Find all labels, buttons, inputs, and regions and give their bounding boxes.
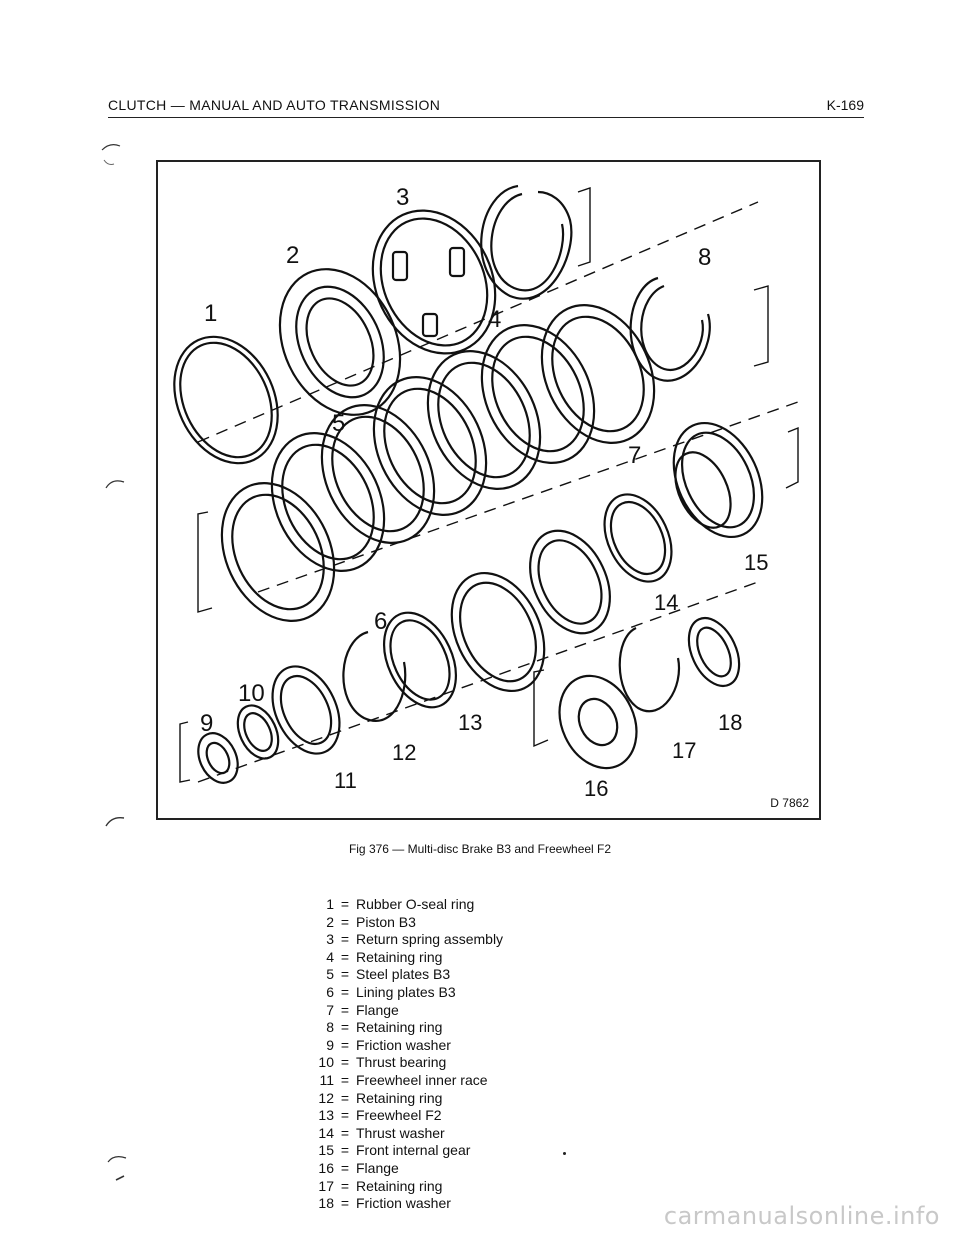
figure-code: D 7862 — [770, 796, 809, 810]
callout-18: 18 — [718, 710, 743, 735]
freewheel-group-drawing — [259, 518, 625, 765]
section-title: CLUTCH — MANUAL AND AUTO TRANSMISSION — [108, 97, 441, 113]
parts-legend — [298, 896, 503, 1213]
legend-item: 12 = Retaining ring — [318, 1089, 443, 1106]
callout-6: 6 — [374, 608, 388, 635]
retaining-ring-8-drawing — [631, 278, 710, 381]
watermark-link[interactable]: carmanualsonline.info — [663, 1202, 940, 1230]
stray-dot — [563, 1152, 566, 1155]
flange-ring-washer-drawing — [545, 610, 749, 781]
callout-4: 4 — [488, 306, 502, 333]
callout-14: 14 — [654, 590, 679, 615]
margin-mark-top — [100, 140, 124, 170]
margin-mark-bottom — [106, 1150, 130, 1186]
legend-item: 13 = Freewheel F2 — [318, 1107, 442, 1124]
callout-16: 16 — [584, 776, 609, 801]
callout-11: 11 — [334, 768, 357, 793]
o-seal-ring-drawing — [158, 320, 297, 480]
legend-item: 6 = Lining plates B3 — [326, 983, 456, 1000]
legend-item: 16 = Flange — [318, 1159, 399, 1176]
axis-lines — [198, 202, 798, 782]
legend-item: 15 = Front internal gear — [318, 1142, 471, 1159]
callout-12: 12 — [392, 740, 417, 765]
legend-item: 7 = Flange — [326, 1001, 399, 1018]
legend-item: 4 = Retaining ring — [326, 948, 443, 965]
legend-item: 11 = Freewheel inner race — [319, 1071, 488, 1088]
legend-item: 2 = Piston B3 — [326, 913, 416, 930]
page-header — [108, 95, 864, 118]
callout-7: 7 — [628, 442, 642, 469]
callout-17: 17 — [672, 738, 697, 763]
exploded-view-figure — [156, 160, 821, 820]
callout-10: 10 — [238, 680, 265, 707]
callout-3: 3 — [396, 184, 410, 211]
callout-2: 2 — [286, 242, 300, 269]
callout-8: 8 — [698, 244, 712, 271]
callout-15: 15 — [744, 550, 769, 575]
callout-5: 5 — [332, 410, 346, 437]
figure-caption: Fig 376 — Multi-disc Brake B3 and Freewheel F2 — [348, 842, 612, 856]
legend-item: 14 = Thrust washer — [318, 1124, 445, 1141]
margin-mark-mid — [104, 474, 128, 494]
callout-13: 13 — [458, 710, 483, 735]
piston-drawing — [257, 249, 423, 434]
legend-item: 3 = Return spring assembly — [326, 931, 504, 948]
legend-item: 5 = Steel plates B3 — [326, 966, 451, 983]
legend-item: 8 = Retaining ring — [326, 1019, 443, 1036]
page-number: K-169 — [826, 97, 864, 113]
legend-item: 17 = Retaining ring — [318, 1177, 443, 1194]
callout-9: 9 — [200, 710, 214, 737]
callout-1: 1 — [204, 300, 218, 327]
legend-item: 9 = Friction washer — [326, 1036, 451, 1053]
margin-mark-low — [104, 812, 128, 832]
legend-item: 10 = Thrust bearing — [318, 1054, 447, 1071]
legend-item: 1 = Rubber O-seal ring — [326, 896, 475, 912]
legend-item: 18 = Friction washer — [318, 1195, 451, 1212]
